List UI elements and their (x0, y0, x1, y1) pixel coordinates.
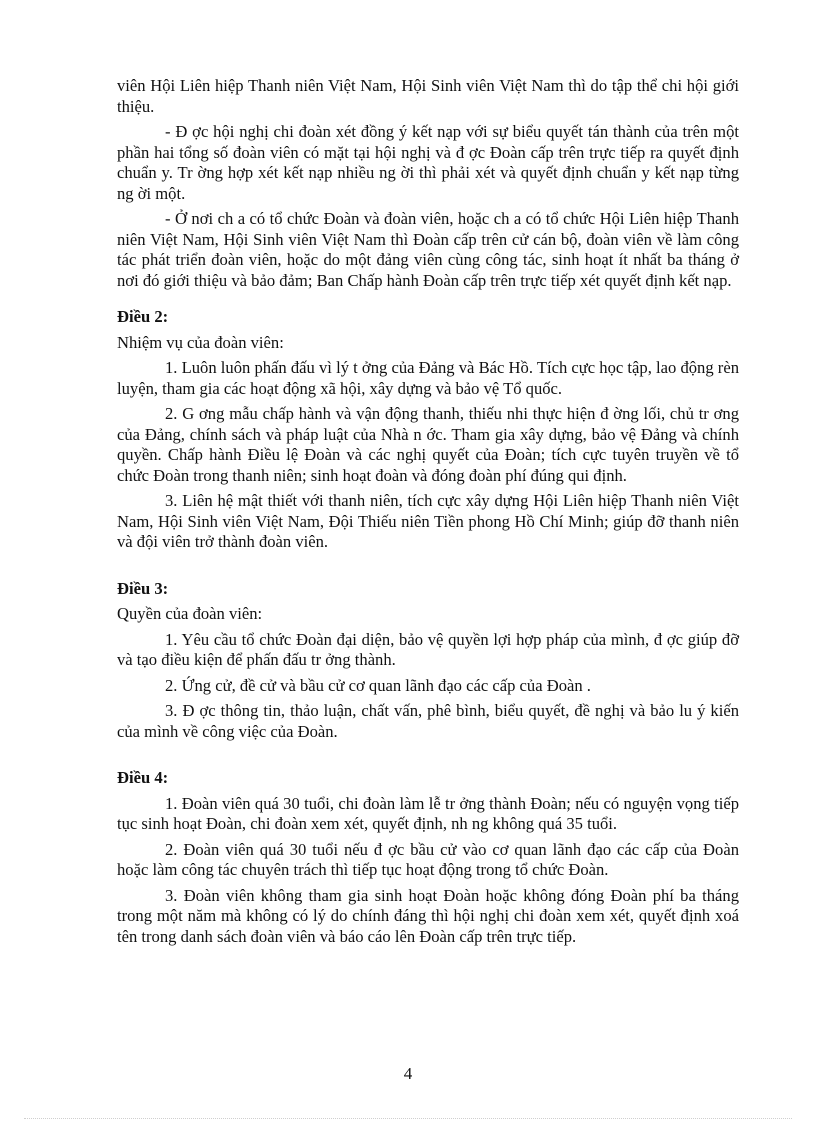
article-4-heading: Điều 4: (117, 768, 169, 787)
article-2-item-3: 3. Liên hệ mật thiết với thanh niên, tích cực xây dựng Hội Liên hiệp Thanh niên Việt Nam, Hội Sinh viên Việt Nam, Đội Thiếu niên Tiền phong Hồ Chí Minh; giúp đỡ thanh niên và đội viên trở thành đoàn viên. (117, 491, 739, 551)
article-3-item-2: 2. Ứng cử, đề cử và bầu cử cơ quan lãnh đạo các cấp của Đoàn . (165, 675, 591, 695)
article-2-heading: Điều 2: (117, 307, 169, 326)
document-body (117, 76, 739, 952)
article-3-intro: Quyền của đoàn viên: (117, 604, 263, 623)
article-4-item-3: 3. Đoàn viên không tham gia sinh hoạt Đoàn hoặc không đóng Đoàn phí ba tháng trong một năm mà không có lý do chính đáng thì hội nghị chi đoàn xem xét, quyết định xoá tên trong danh sách đoàn viên và báo cáo lên Đoàn cấp trên trực tiếp. (117, 885, 739, 946)
paragraph-intro-3: - Ở nơi ch a có tổ chức Đoàn và đoàn viên, hoặc ch a có tổ chức Hội Liên hiệp Thanh niên Việt Nam, Hội Sinh viên Việt Nam thì Đoàn cấp trên cử cán bộ, đoàn viên về làm công tác phát triển đoàn viên, hoặc do một đảng viên cùng công tác, sinh hoạt ít nhất ba tháng ở nơi đó giới thiệu và bảo đảm; Ban Chấp hành Đoàn cấp trên trực tiếp xét quyết định kết nạp. (117, 209, 739, 290)
article-3-heading: Điều 3: (117, 578, 169, 598)
paragraph-intro-2: - Đ ợc hội nghị chi đoàn xét đồng ý kết nạp với sự biểu quyết tán thành của trên một phần hai tổng số đoàn viên có mặt tại hội nghị và đ ợc Đoàn cấp trên trực tiếp ra quyết định chuẩn y. Tr ờng hợp xét kết nạp nhiều ng ời thì phải xét và quyết định chuẩn y kết nạp từng ng ời một. (117, 122, 739, 203)
article-2-intro: Nhiệm vụ của đoàn viên: (117, 332, 284, 352)
article-4-item-2: 2. Đoàn viên quá 30 tuổi nếu đ ợc bầu cử vào cơ quan lãnh đạo các cấp của Đoàn hoặc làm công tác chuyên trách thì tiếp tục hoạt động trong tổ chức Đoàn. (117, 839, 739, 879)
article-4-item-1: 1. Đoàn viên quá 30 tuổi, chi đoàn làm lễ tr ởng thành Đoàn; nếu có nguyện vọng tiếp tục sinh hoạt Đoàn, chi đoàn xem xét, quyết định, nh ng không quá 35 tuổi. (117, 793, 739, 833)
article-2-item-1: 1. Luôn luôn phấn đấu vì lý t ởng của Đảng và Bác Hồ. Tích cực học tập, lao động rèn luyện, tham gia các hoạt động xã hội, xây dựng và bảo vệ Tổ quốc. (117, 358, 739, 398)
article-3-item-1: 1. Yêu cầu tổ chức Đoàn đại diện, bảo vệ quyền lợi hợp pháp của mình, đ ợc giúp đỡ và tạo điều kiện để phấn đấu tr ởng thành. (117, 629, 739, 669)
page-bottom-divider (24, 1118, 792, 1119)
paragraph-intro-continued: viên Hội Liên hiệp Thanh niên Việt Nam, Hội Sinh viên Việt Nam thì do tập thể chi hội giới thiệu. (117, 76, 739, 116)
article-3-item-3: 3. Đ ợc thông tin, thảo luận, chất vấn, phê bình, biểu quyết, đề nghị và bảo lu ý kiến của mình về công việc của Đoàn. (117, 701, 739, 741)
article-2-item-2: 2. G ơng mẫu chấp hành và vận động thanh, thiếu nhi thực hiện đ ờng lối, chủ tr ơng của Đảng, chính sách và pháp luật của Nhà n ớc. Tham gia xây dựng, bảo vệ Đảng và chính quyền. Chấp hành Điều lệ Đoàn và các nghị quyết của Đoàn; tích cực tuyên truyền về tổ chức Đoàn trong thanh niên; sinh hoạt đoàn và đóng đoàn phí đúng qui định. (117, 404, 739, 485)
page-number: 4 (403, 1064, 413, 1083)
